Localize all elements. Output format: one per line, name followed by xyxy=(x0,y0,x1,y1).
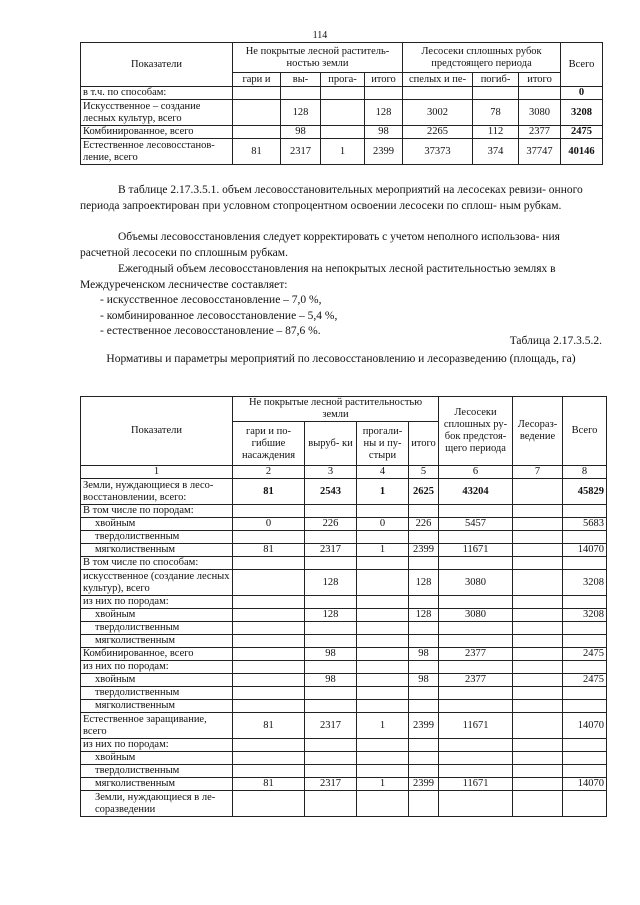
table-cell xyxy=(357,661,409,674)
table-cell xyxy=(513,531,563,544)
table-cell: 81 xyxy=(233,713,305,739)
table-cell xyxy=(439,557,513,570)
list-item: - комбинированное лесовосстановление – 5,4 %, xyxy=(100,309,338,322)
table-cell: 2265 xyxy=(403,126,473,139)
table-row xyxy=(81,518,607,531)
t2-column-number: 1 xyxy=(81,466,233,479)
table-cell xyxy=(357,791,409,817)
table-cell: 1 xyxy=(357,544,409,557)
row-label: Естественное заращивание, всего xyxy=(81,713,233,739)
table-cell xyxy=(513,778,563,791)
table-cell xyxy=(233,596,305,609)
table-cell: 128 xyxy=(409,570,439,596)
t2-subheader: выруб- ки xyxy=(305,422,357,466)
table-cell xyxy=(357,557,409,570)
table-cell: 45829 xyxy=(563,479,607,505)
table-cell xyxy=(513,674,563,687)
table-cell xyxy=(233,622,305,635)
t2-header-indicators: Показатели xyxy=(81,397,233,466)
table-cell xyxy=(357,700,409,713)
table-cell xyxy=(233,752,305,765)
paragraph-2: Объемы лесовосстановления следует корректировать с учетом неполного использова- ния расчетной лесосеки по сплошным рубкам. xyxy=(80,231,560,259)
table-cell: 2399 xyxy=(409,713,439,739)
t2-subheader: гари и по- гибшие насаждения xyxy=(233,422,305,466)
t1-header-unforested: Не покрытые лесной раститель- ностью земли xyxy=(233,43,403,73)
table-cell xyxy=(233,531,305,544)
table-cell xyxy=(513,479,563,505)
table-cell xyxy=(233,765,305,778)
t2-subheader: итого xyxy=(409,422,439,466)
t2-header-afforestation: Лесораз- ведение xyxy=(513,397,563,466)
paragraph-1: В таблице 2.17.3.5.1. объем лесовосстановительных мероприятий на лесосеках ревизи- онного периода запроектирован при условном стопроцентном освоении лесосеки по сплош- ным рубкам. xyxy=(80,184,583,212)
table-cell: 81 xyxy=(233,479,305,505)
table-cell xyxy=(233,739,305,752)
table-row xyxy=(81,531,607,544)
table-cell xyxy=(233,126,281,139)
table-cell xyxy=(357,596,409,609)
table-cell: 1 xyxy=(321,139,365,165)
row-label: в т.ч. по способам: xyxy=(81,87,233,100)
table-cell xyxy=(233,570,305,596)
table-row xyxy=(81,674,607,687)
table-cell xyxy=(439,765,513,778)
table-cell xyxy=(513,765,563,778)
table-cell xyxy=(305,531,357,544)
table-cell xyxy=(513,713,563,739)
row-label: Комбинированное, всего xyxy=(81,126,233,139)
table-cell xyxy=(281,87,321,100)
table-cell: 2399 xyxy=(409,778,439,791)
table-cell: 2475 xyxy=(561,126,603,139)
table-cell: 0 xyxy=(357,518,409,531)
table-row xyxy=(81,609,607,622)
table-cell xyxy=(563,791,607,817)
table-cell: 11671 xyxy=(439,544,513,557)
table-cell xyxy=(321,126,365,139)
table-cell: 3208 xyxy=(561,100,603,126)
table-cell xyxy=(357,622,409,635)
table-row xyxy=(81,752,607,765)
table-cell xyxy=(439,752,513,765)
row-label: хвойным xyxy=(81,674,233,687)
t1-subheader: итого xyxy=(365,73,403,87)
list-item: - искусственное лесовосстановление – 7,0 %, xyxy=(100,294,322,306)
t1-subheader: вы- xyxy=(281,73,321,87)
table-cell xyxy=(233,609,305,622)
row-label: мягколиственным xyxy=(81,778,233,791)
table-cell xyxy=(357,687,409,700)
paragraph-3: Ежегодный объем лесовосстановления на непокрытых лесной растительностью землях в Междуреченском лесничестве составляет: xyxy=(80,263,556,291)
table-cell xyxy=(305,557,357,570)
table-cell xyxy=(513,518,563,531)
table-cell xyxy=(439,661,513,674)
table-cell xyxy=(305,700,357,713)
table-row xyxy=(81,596,607,609)
table-cell: 128 xyxy=(305,570,357,596)
table-cell xyxy=(513,635,563,648)
table-cell: 128 xyxy=(409,609,439,622)
table-cell xyxy=(305,739,357,752)
table-cell xyxy=(409,791,439,817)
table-cell: 226 xyxy=(409,518,439,531)
table-cell: 3080 xyxy=(439,609,513,622)
table-cell: 2399 xyxy=(365,139,403,165)
table-title: Нормативы и параметры мероприятий по лесовосстановлению и лесоразведению (площадь, га) xyxy=(106,353,576,365)
row-label: из них по породам: xyxy=(81,596,233,609)
table-cell: 11671 xyxy=(439,778,513,791)
row-label: твердолиственным xyxy=(81,622,233,635)
table-cell: 37747 xyxy=(519,139,561,165)
table-cell xyxy=(305,791,357,817)
table-cell xyxy=(563,531,607,544)
table-cell xyxy=(513,791,563,817)
t2-header-clearcut: Лесосеки сплошных ру- бок предстоя- щего периода xyxy=(439,397,513,466)
table-cell xyxy=(305,752,357,765)
table-cell xyxy=(439,596,513,609)
table-cell xyxy=(305,661,357,674)
table-cell xyxy=(439,622,513,635)
table-cell: 81 xyxy=(233,139,281,165)
table-row xyxy=(81,635,607,648)
row-label: мягколиственным xyxy=(81,635,233,648)
table-reforestation-by-method xyxy=(80,42,603,165)
table-row xyxy=(81,479,607,505)
table-cell xyxy=(357,674,409,687)
table-cell xyxy=(357,505,409,518)
t2-column-number: 3 xyxy=(305,466,357,479)
table-cell: 98 xyxy=(305,674,357,687)
row-label: В том числе по породам: xyxy=(81,505,233,518)
table-cell xyxy=(321,87,365,100)
table-cell: 374 xyxy=(473,139,519,165)
table-cell: 78 xyxy=(473,100,519,126)
table-cell xyxy=(321,100,365,126)
t2-subheader: прогали- ны и пу- стыри xyxy=(357,422,409,466)
table-cell: 2399 xyxy=(409,544,439,557)
table-cell: 98 xyxy=(409,648,439,661)
table-row xyxy=(81,505,607,518)
table-label: Таблица 2.17.3.5.2. xyxy=(509,335,602,347)
table-cell xyxy=(513,622,563,635)
row-label: твердолиственным xyxy=(81,765,233,778)
table-cell xyxy=(439,635,513,648)
table-cell xyxy=(513,544,563,557)
table-cell: 2475 xyxy=(563,648,607,661)
table-cell xyxy=(409,531,439,544)
table-cell xyxy=(563,739,607,752)
table-cell: 1 xyxy=(357,778,409,791)
table-cell xyxy=(305,765,357,778)
table-cell xyxy=(357,752,409,765)
row-label: мягколиственным xyxy=(81,700,233,713)
table-cell: 0 xyxy=(561,87,603,100)
table-cell xyxy=(409,557,439,570)
table-cell xyxy=(409,765,439,778)
table-cell: 98 xyxy=(305,648,357,661)
table-cell: 1 xyxy=(357,713,409,739)
table-cell xyxy=(233,635,305,648)
table-cell xyxy=(409,739,439,752)
table-cell: 1 xyxy=(357,479,409,505)
table-cell: 2377 xyxy=(439,648,513,661)
table-cell xyxy=(563,505,607,518)
table-cell xyxy=(513,687,563,700)
table-cell xyxy=(439,791,513,817)
table-cell: 98 xyxy=(365,126,403,139)
table-cell xyxy=(233,674,305,687)
t1-subheader: погиб- xyxy=(473,73,519,87)
table-cell xyxy=(357,648,409,661)
table-cell: 81 xyxy=(233,778,305,791)
table-cell xyxy=(409,505,439,518)
table-row xyxy=(81,687,607,700)
table-cell xyxy=(305,505,357,518)
table-cell xyxy=(513,648,563,661)
table-cell: 2317 xyxy=(305,713,357,739)
table-cell: 81 xyxy=(233,544,305,557)
table-cell: 2377 xyxy=(519,126,561,139)
table-cell xyxy=(305,596,357,609)
table-cell xyxy=(513,661,563,674)
table-row xyxy=(81,739,607,752)
table-cell xyxy=(233,700,305,713)
table-cell xyxy=(409,622,439,635)
table-cell: 2317 xyxy=(281,139,321,165)
table-cell xyxy=(233,557,305,570)
table-reforestation-norms xyxy=(80,396,607,817)
t1-header-total: Всего xyxy=(561,43,603,87)
table-cell: 128 xyxy=(281,100,321,126)
t2-column-number: 6 xyxy=(439,466,513,479)
table-row xyxy=(81,713,607,739)
table-cell xyxy=(233,100,281,126)
table-cell xyxy=(233,648,305,661)
table-cell xyxy=(409,752,439,765)
table-row xyxy=(81,557,607,570)
table-cell xyxy=(513,609,563,622)
table-cell: 2625 xyxy=(409,479,439,505)
table-cell: 11671 xyxy=(439,713,513,739)
table-cell: 2377 xyxy=(439,674,513,687)
table-cell xyxy=(357,570,409,596)
page-number: 114 xyxy=(312,30,328,41)
table-cell xyxy=(563,635,607,648)
percent-list xyxy=(100,293,580,340)
table-cell: 3002 xyxy=(403,100,473,126)
table-cell xyxy=(233,687,305,700)
row-label: мягколиственным xyxy=(81,544,233,557)
table-row xyxy=(81,661,607,674)
table-cell xyxy=(563,661,607,674)
row-label: Естественное лесовосстанов- ление, всего xyxy=(81,139,233,165)
t1-subheader: прога- xyxy=(321,73,365,87)
table-row xyxy=(81,622,607,635)
table-cell: 3208 xyxy=(563,609,607,622)
table-cell xyxy=(439,531,513,544)
table-cell xyxy=(409,596,439,609)
row-label: из них по породам: xyxy=(81,661,233,674)
table-cell xyxy=(357,739,409,752)
table-cell xyxy=(513,596,563,609)
table-cell xyxy=(409,635,439,648)
table-row xyxy=(81,544,607,557)
table-row xyxy=(81,570,607,596)
table-cell xyxy=(233,791,305,817)
table-cell xyxy=(519,87,561,100)
table-cell xyxy=(563,752,607,765)
table-cell xyxy=(357,765,409,778)
table-cell xyxy=(513,557,563,570)
t2-column-number: 8 xyxy=(563,466,607,479)
t1-header-indicators: Показатели xyxy=(81,43,233,87)
table-cell xyxy=(513,570,563,596)
table-cell: 3080 xyxy=(439,570,513,596)
table-cell xyxy=(233,87,281,100)
table-cell: 43204 xyxy=(439,479,513,505)
table-cell: 0 xyxy=(233,518,305,531)
table-cell xyxy=(305,622,357,635)
table-row xyxy=(81,126,603,139)
table-cell: 2475 xyxy=(563,674,607,687)
table-row xyxy=(81,765,607,778)
table-cell xyxy=(357,635,409,648)
row-label: В том числе по способам: xyxy=(81,557,233,570)
t2-column-number: 4 xyxy=(357,466,409,479)
t2-column-number: 5 xyxy=(409,466,439,479)
table-cell xyxy=(563,700,607,713)
row-label: искусственное (создание лесных культур), всего xyxy=(81,570,233,596)
t2-column-number: 7 xyxy=(513,466,563,479)
table-cell xyxy=(409,700,439,713)
table-cell: 40146 xyxy=(561,139,603,165)
table-cell xyxy=(409,661,439,674)
table-cell: 112 xyxy=(473,126,519,139)
table-cell: 14070 xyxy=(563,544,607,557)
table-cell xyxy=(563,622,607,635)
table-cell xyxy=(409,687,439,700)
row-label: Земли, нуждающиеся в лесо- восстановлении, всего: xyxy=(81,479,233,505)
table-row xyxy=(81,139,603,165)
table-cell: 128 xyxy=(365,100,403,126)
t1-header-clearcut: Лесосеки сплошных рубок предстоящего периода xyxy=(403,43,561,73)
table-cell xyxy=(357,609,409,622)
table-row xyxy=(81,778,607,791)
table-row xyxy=(81,700,607,713)
table-cell: 226 xyxy=(305,518,357,531)
table-cell xyxy=(233,661,305,674)
table-cell: 5457 xyxy=(439,518,513,531)
table-cell xyxy=(439,687,513,700)
table-cell: 5683 xyxy=(563,518,607,531)
t2-header-total: Всего xyxy=(563,397,607,466)
table-cell xyxy=(513,505,563,518)
table-cell xyxy=(563,687,607,700)
table-cell xyxy=(513,752,563,765)
table-cell: 14070 xyxy=(563,713,607,739)
row-label: Земли, нуждающиеся в ле- соразведении xyxy=(81,791,233,817)
t2-column-number: 2 xyxy=(233,466,305,479)
table-cell xyxy=(563,596,607,609)
table-row xyxy=(81,648,607,661)
table-cell: 128 xyxy=(305,609,357,622)
table-cell: 3208 xyxy=(563,570,607,596)
t1-subheader: итого xyxy=(519,73,561,87)
table-cell: 98 xyxy=(281,126,321,139)
table-cell xyxy=(563,557,607,570)
table-cell xyxy=(513,700,563,713)
table-row xyxy=(81,100,603,126)
table-row xyxy=(81,87,603,100)
table-cell xyxy=(305,687,357,700)
table-row xyxy=(81,791,607,817)
table-cell xyxy=(365,87,403,100)
table-cell xyxy=(439,700,513,713)
table-cell xyxy=(357,531,409,544)
row-label: твердолиственным xyxy=(81,687,233,700)
table-cell xyxy=(439,505,513,518)
table-cell xyxy=(233,505,305,518)
table-cell xyxy=(439,739,513,752)
table-cell xyxy=(403,87,473,100)
table-cell: 2317 xyxy=(305,778,357,791)
t2-header-unforested: Не покрытые лесной растительностью земли xyxy=(233,397,439,422)
row-label: из них по породам: xyxy=(81,739,233,752)
table-cell xyxy=(563,765,607,778)
t1-subheader: гари и xyxy=(233,73,281,87)
table-cell: 14070 xyxy=(563,778,607,791)
table-cell: 37373 xyxy=(403,139,473,165)
list-item: - естественное лесовосстановление – 87,6 %. xyxy=(100,325,321,337)
t1-subheader: спелых и пе- xyxy=(403,73,473,87)
table-cell: 2543 xyxy=(305,479,357,505)
table-cell: 2317 xyxy=(305,544,357,557)
row-label: Комбинированное, всего xyxy=(81,648,233,661)
row-label: твердолиственным xyxy=(81,531,233,544)
row-label: хвойным xyxy=(81,518,233,531)
table-cell: 3080 xyxy=(519,100,561,126)
table-cell: 98 xyxy=(409,674,439,687)
row-label: хвойным xyxy=(81,609,233,622)
row-label: хвойным xyxy=(81,752,233,765)
table-cell xyxy=(305,635,357,648)
table-cell xyxy=(513,739,563,752)
table-cell xyxy=(473,87,519,100)
row-label: Искусственное – создание лесных культур, всего xyxy=(81,100,233,126)
